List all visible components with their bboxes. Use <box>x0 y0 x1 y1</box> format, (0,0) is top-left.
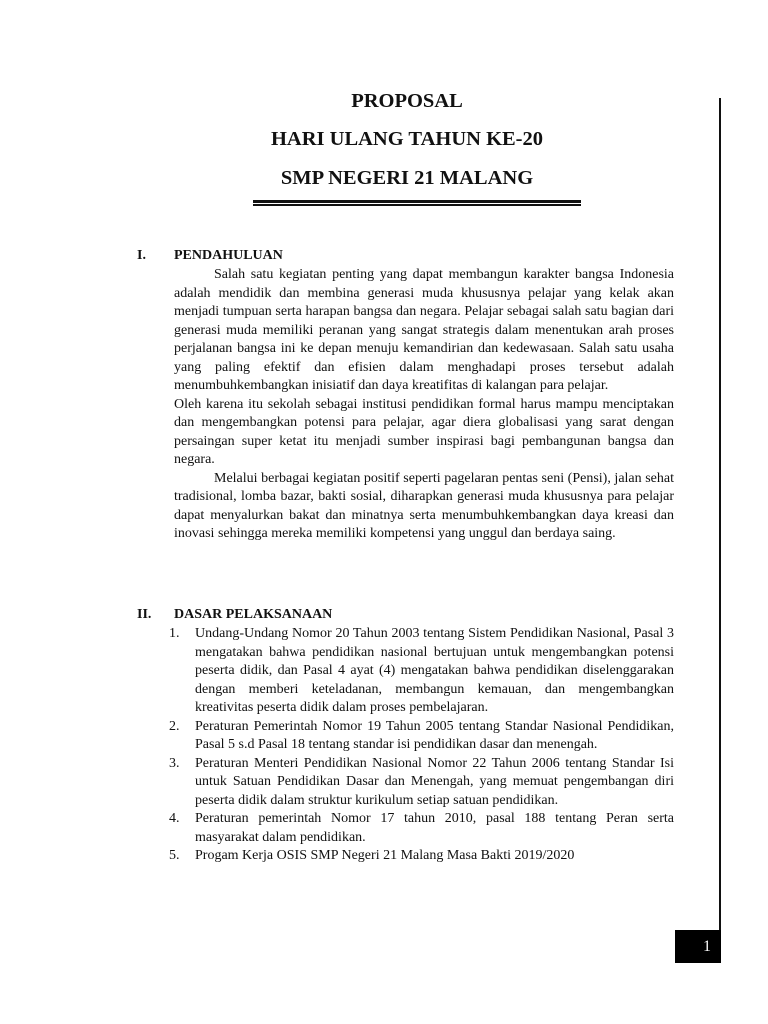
section-2-number: II. <box>137 607 152 622</box>
event-title: HARI ULANG TAHUN KE-20 <box>270 128 544 150</box>
list-item <box>169 847 674 866</box>
list-item-text: Peraturan Pemerintah Nomor 19 Tahun 2005 tentang Standar Nasional Pendidikan, Pasal 5 s.d Pasal 18 tentang standar isi pendidikan dasar dan menengah. <box>195 718 674 752</box>
list-item <box>169 810 674 847</box>
list-item <box>169 625 674 718</box>
list-item-text: Peraturan pemerintah Nomor 17 tahun 2010, pasal 188 tentang Peran serta masyarakat dalam pendidikan. <box>195 811 674 845</box>
list-item-number: 4. <box>169 811 180 826</box>
section-2-title: DASAR PELAKSANAAN <box>174 607 333 622</box>
list-item-number: 3. <box>169 755 180 771</box>
legal-basis-list <box>169 625 674 866</box>
list-item <box>169 718 674 755</box>
section-1-number: I. <box>137 248 146 263</box>
section-1-body <box>174 266 674 544</box>
paragraph: Oleh karena itu sekolah sebagai institusi pendidikan formal harus mampu menciptakan dan mengembangkan potensi para pelajar, agar diera globalisasi yang sarat dengan persaingan super ketat itu menjadi sumber inspirasi bagi pembangunan bangsa dan negara. <box>174 396 674 467</box>
list-item-number: 1. <box>169 626 180 641</box>
list-item-number: 5. <box>169 848 180 863</box>
list-item-text: Peraturan Menteri Pendidikan Nasional Nomor 22 Tahun 2006 tentang Standar Isi untuk Satuan Pendidikan Dasar dan Menengah, yang memuat pengembangan diri peserta didik dalam struktur kurikulum setiap satuan pendidikan. <box>195 755 674 808</box>
school-name: SMP NEGERI 21 MALANG <box>280 167 534 189</box>
list-item <box>169 755 674 811</box>
paragraph: Salah satu kegiatan penting yang dapat membangun karakter bangsa Indonesia adalah mendidik dan membina generasi muda khususnya pelajar yang kelak akan menjadi tumpuan serta harapan bangsa dan negara. Pelajar sebagai salah satu bagian dari generasi muda memiliki peranan yang sangat strategis dalam menentukan arah proses perjalanan bangsa ini ke depan menuju kemandirian dan kedewasaan. Salah satu usaha yang paling efektif dan efisien dalam menghadapi proses tersebut adalah menumbuhkembangkan inisiatif dan daya kreatifitas di kalangan para pelajar. <box>174 267 674 393</box>
list-item-text: Progam Kerja OSIS SMP Negeri 21 Malang Masa Bakti 2019/2020 <box>195 848 575 863</box>
page-border-line <box>719 98 721 962</box>
page-number: 1 <box>675 930 721 963</box>
list-item-text: Undang-Undang Nomor 20 Tahun 2003 tentang Sistem Pendidikan Nasional, Pasal 3 mengatakan bahwa pendidikan nasional bertujuan untuk mengembangkan potensi peserta didik, dan Pasal 4 ayat (4) mengatakan bahwa pendidikan diselenggarakan dengan memberi keteladanan, membangun kemauan, dan mengembangkan kreativitas peserta didik dalam proses pembelajaran. <box>195 626 674 715</box>
title-underline-thin <box>253 204 581 206</box>
paragraph: Melalui berbagai kegiatan positif seperti pagelaran pentas seni (Pensi), jalan sehat tradisional, lomba bazar, bakti sosial, diharapkan generasi muda khususnya para pelajar dapat menyalurkan bakat dan minatnya serta menumbuhkembangkan daya kreasi dan inovasi sehingga mereka memiliki kompetensi yang unggul dan berdaya saing. <box>174 470 674 541</box>
title-underline-thick <box>253 200 581 203</box>
section-1-title: PENDAHULUAN <box>174 248 283 263</box>
document-title: PROPOSAL <box>351 90 463 112</box>
list-item-number: 2. <box>169 718 180 734</box>
